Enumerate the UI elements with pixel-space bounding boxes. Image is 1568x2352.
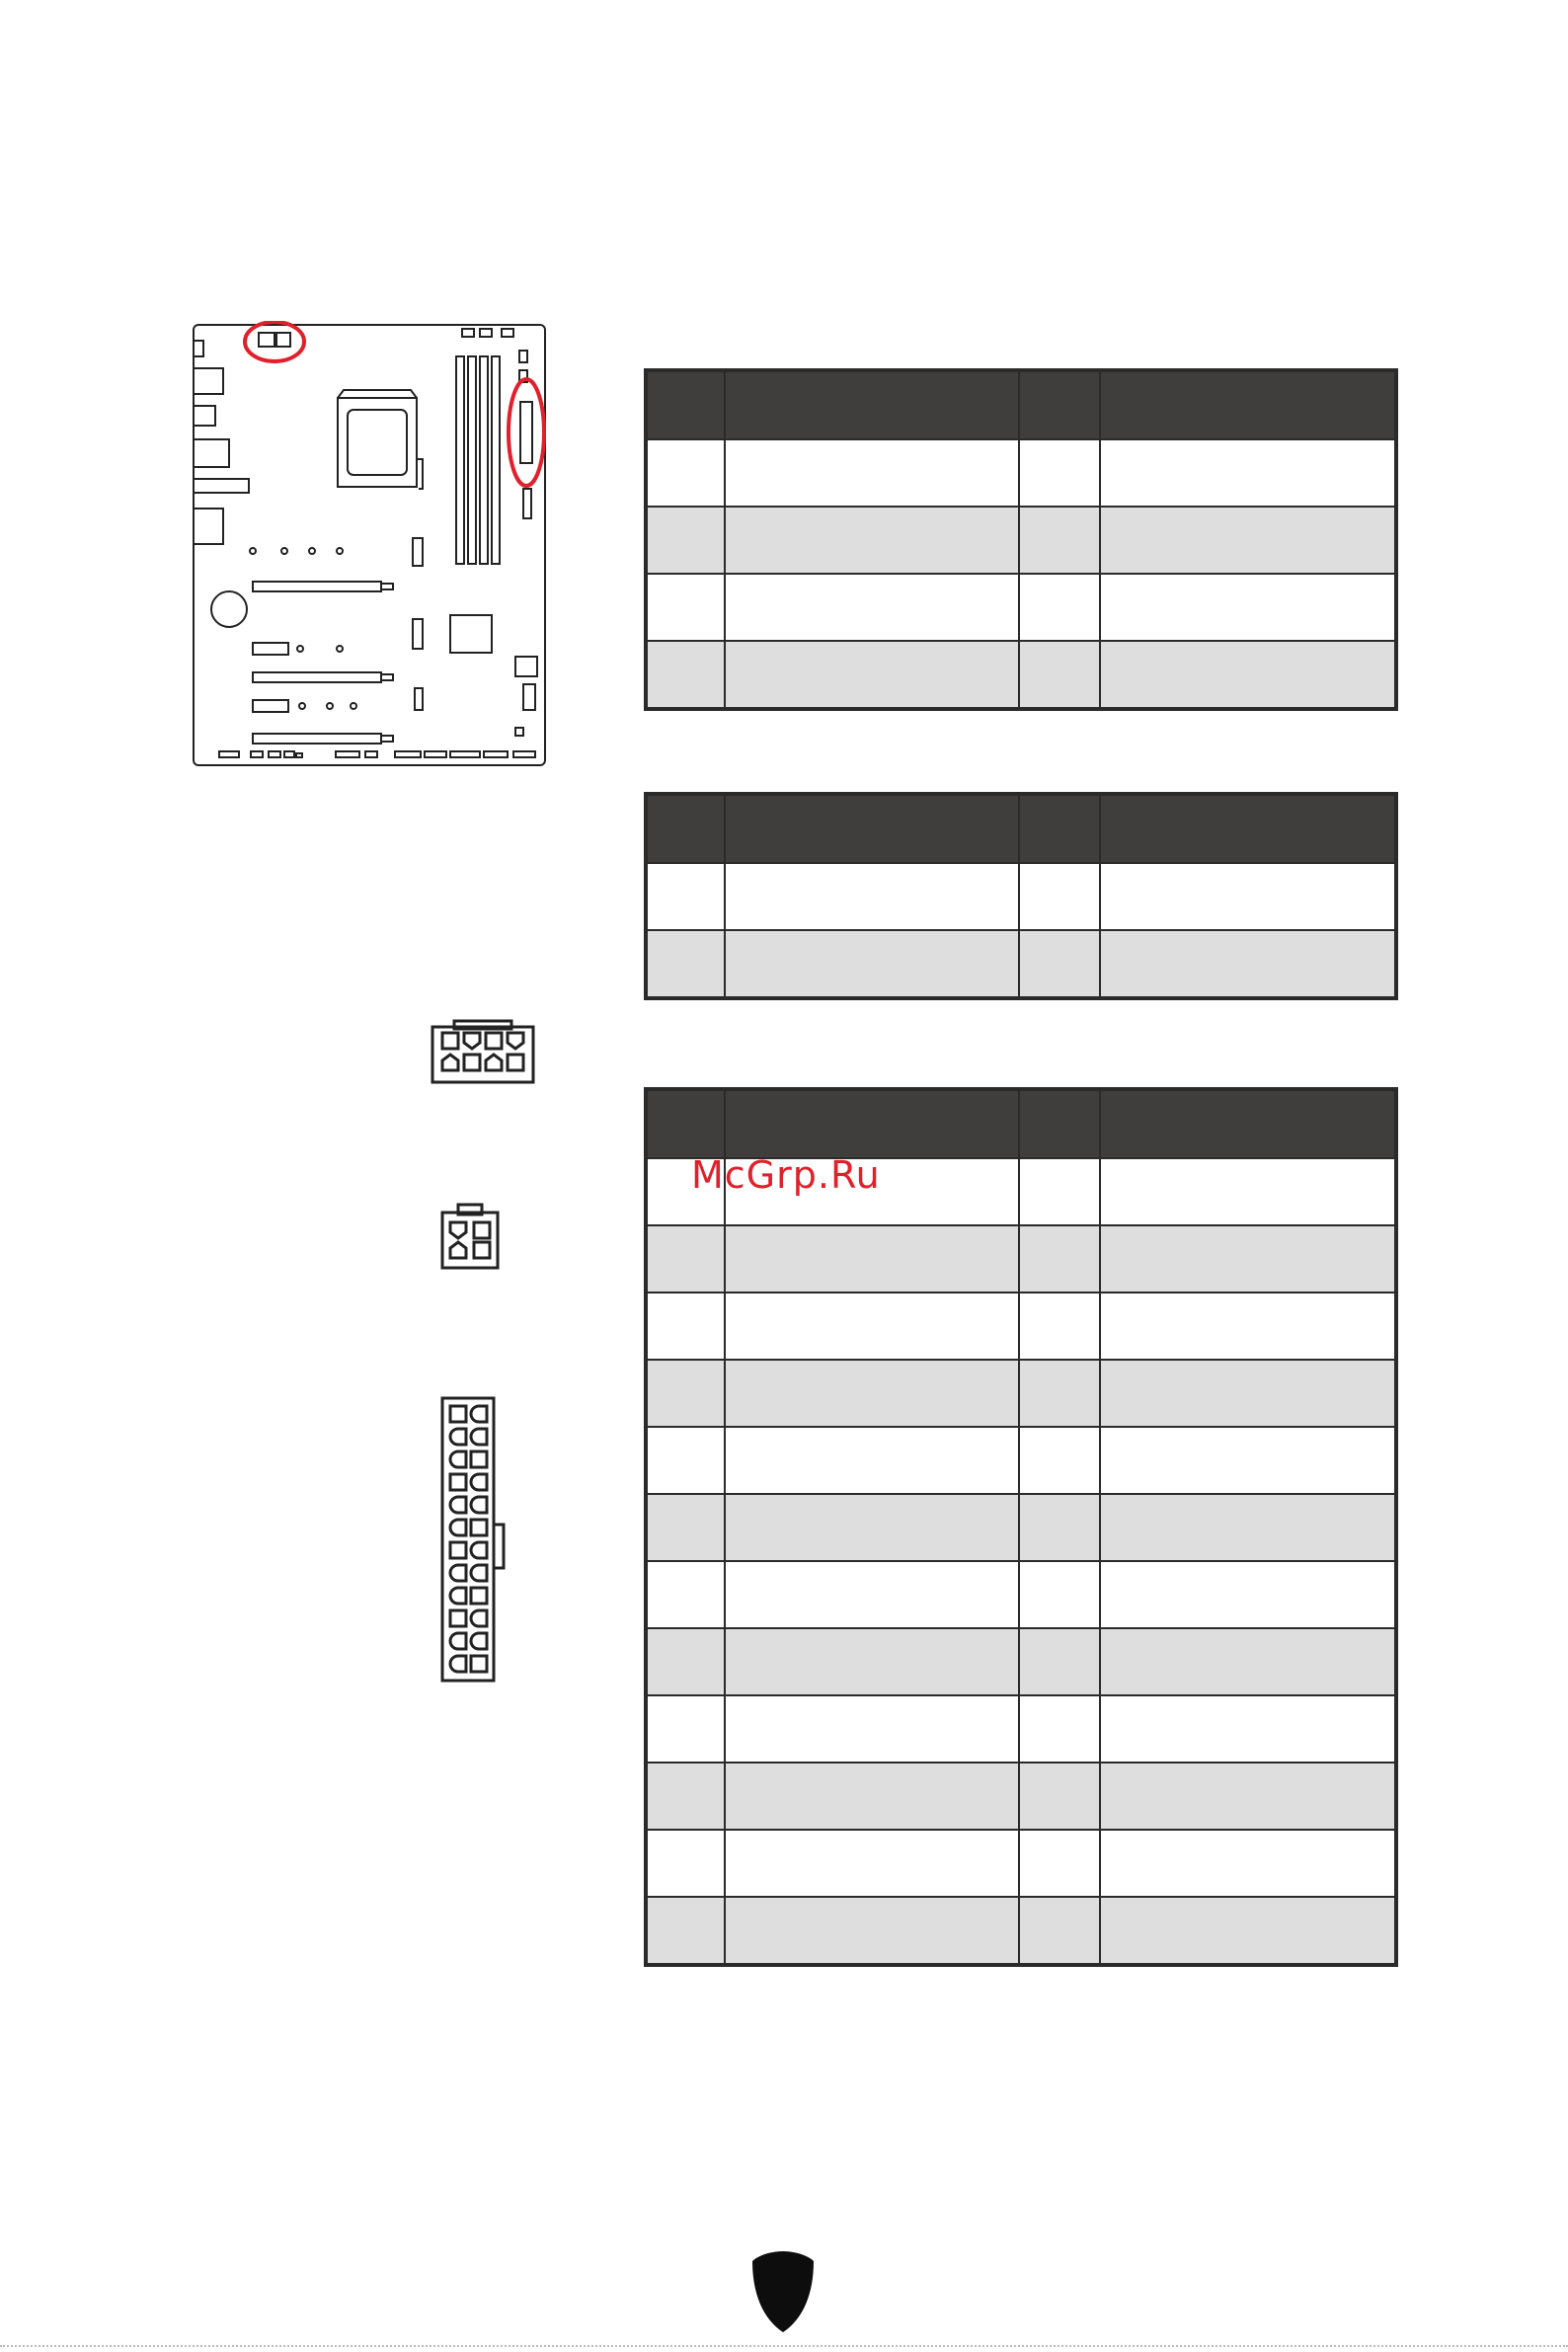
cpu-power-8pin-table (644, 368, 1398, 711)
table-cell (1019, 1897, 1100, 1965)
table-cell (646, 641, 725, 709)
table-cell (725, 641, 1019, 709)
table-cell (1100, 439, 1396, 507)
table-cell (725, 574, 1019, 641)
table-cell (725, 1561, 1019, 1628)
table-cell (646, 507, 725, 574)
table-header-cell (1100, 370, 1396, 439)
atx-power-24pin-table (644, 1087, 1398, 1967)
table-row (646, 1628, 1396, 1695)
table-cell (1100, 1494, 1396, 1561)
table-header-cell (1100, 1089, 1396, 1158)
table-cell (725, 863, 1019, 930)
table-cell (1100, 930, 1396, 998)
table-cell (1100, 641, 1396, 709)
shield-logo-icon (750, 2249, 816, 2334)
table-header-cell (725, 1089, 1019, 1158)
table-row (646, 1225, 1396, 1293)
table-row (646, 863, 1396, 930)
8-pin-connector-icon (431, 1019, 535, 1084)
table-cell (1100, 1225, 1396, 1293)
table-cell (725, 1494, 1019, 1561)
table-header-cell (725, 794, 1019, 863)
table-cell (1019, 930, 1100, 998)
table-cell (725, 439, 1019, 507)
table-cell (1100, 1897, 1396, 1965)
table-cell (1019, 1225, 1100, 1293)
table-header-row (646, 370, 1396, 439)
table-cell (725, 1628, 1019, 1695)
table-cell (1019, 1628, 1100, 1695)
table-header-row (646, 794, 1396, 863)
table-cell (725, 1427, 1019, 1494)
table-cell (725, 1897, 1019, 1965)
table-cell (1100, 1427, 1396, 1494)
table-header-cell (646, 794, 725, 863)
table-header-cell (725, 370, 1019, 439)
table-row (646, 1293, 1396, 1360)
table-cell (646, 1830, 725, 1897)
table-header-cell (646, 370, 725, 439)
watermark: McGrp.Ru (691, 1153, 881, 1197)
table-cell (1100, 1695, 1396, 1763)
table-cell (1100, 507, 1396, 574)
table-cell (725, 1225, 1019, 1293)
table-cell (1019, 1494, 1100, 1561)
table-cell (646, 1628, 725, 1695)
table-cell (646, 1427, 725, 1494)
table-row (646, 439, 1396, 507)
table-cell (725, 1293, 1019, 1360)
table-cell (725, 1830, 1019, 1897)
table-cell (1019, 1695, 1100, 1763)
table-cell (646, 1225, 725, 1293)
table-row (646, 507, 1396, 574)
table-header-row (646, 1089, 1396, 1158)
table-cell (646, 1494, 725, 1561)
table-cell (1019, 439, 1100, 507)
table-row (646, 1763, 1396, 1830)
table-cell (646, 1561, 725, 1628)
table-cell (1100, 1628, 1396, 1695)
table-header-cell (1019, 370, 1100, 439)
table-cell (725, 930, 1019, 998)
table-cell (1019, 1763, 1100, 1830)
table-cell (646, 863, 725, 930)
4-pin-connector-icon (440, 1203, 500, 1270)
table-row (646, 1695, 1396, 1763)
table-cell (1019, 1561, 1100, 1628)
table-cell (1019, 641, 1100, 709)
page-bottom-rule (0, 2345, 1568, 2347)
table-cell (1100, 1360, 1396, 1427)
table-cell (646, 930, 725, 998)
table-cell (1100, 1561, 1396, 1628)
table-header-cell (1019, 1089, 1100, 1158)
table-row (646, 1561, 1396, 1628)
cpu-power-4pin-table (644, 792, 1398, 1000)
table-cell (646, 1695, 725, 1763)
motherboard-diagram (190, 321, 551, 770)
table-cell (646, 1293, 725, 1360)
table-cell (646, 1360, 725, 1427)
table-cell (1019, 1427, 1100, 1494)
table-header-cell (1100, 794, 1396, 863)
table-header-cell (1019, 794, 1100, 863)
table-header-cell (646, 1089, 725, 1158)
table-cell (1019, 1360, 1100, 1427)
table-row (646, 1830, 1396, 1897)
table-row (646, 1897, 1396, 1965)
table-cell (1019, 507, 1100, 574)
table-cell (646, 439, 725, 507)
table-cell (1019, 863, 1100, 930)
table-cell (1100, 1830, 1396, 1897)
table-row (646, 1427, 1396, 1494)
table-cell (725, 1360, 1019, 1427)
table-row (646, 574, 1396, 641)
table-cell (1100, 1158, 1396, 1225)
table-cell (1100, 574, 1396, 641)
table-cell (1019, 574, 1100, 641)
table-row (646, 1360, 1396, 1427)
table-row (646, 1494, 1396, 1561)
table-cell (725, 507, 1019, 574)
table-cell (725, 1695, 1019, 1763)
table-cell (1019, 1293, 1100, 1360)
table-row (646, 641, 1396, 709)
table-cell (1019, 1830, 1100, 1897)
table-cell (646, 574, 725, 641)
table-cell (1100, 863, 1396, 930)
24-pin-connector-icon (440, 1396, 508, 1685)
table-cell (1100, 1763, 1396, 1830)
table-cell (725, 1763, 1019, 1830)
table-cell (646, 1897, 725, 1965)
table-cell (1019, 1158, 1100, 1225)
table-row (646, 930, 1396, 998)
table-cell (1100, 1293, 1396, 1360)
table-cell (646, 1763, 725, 1830)
